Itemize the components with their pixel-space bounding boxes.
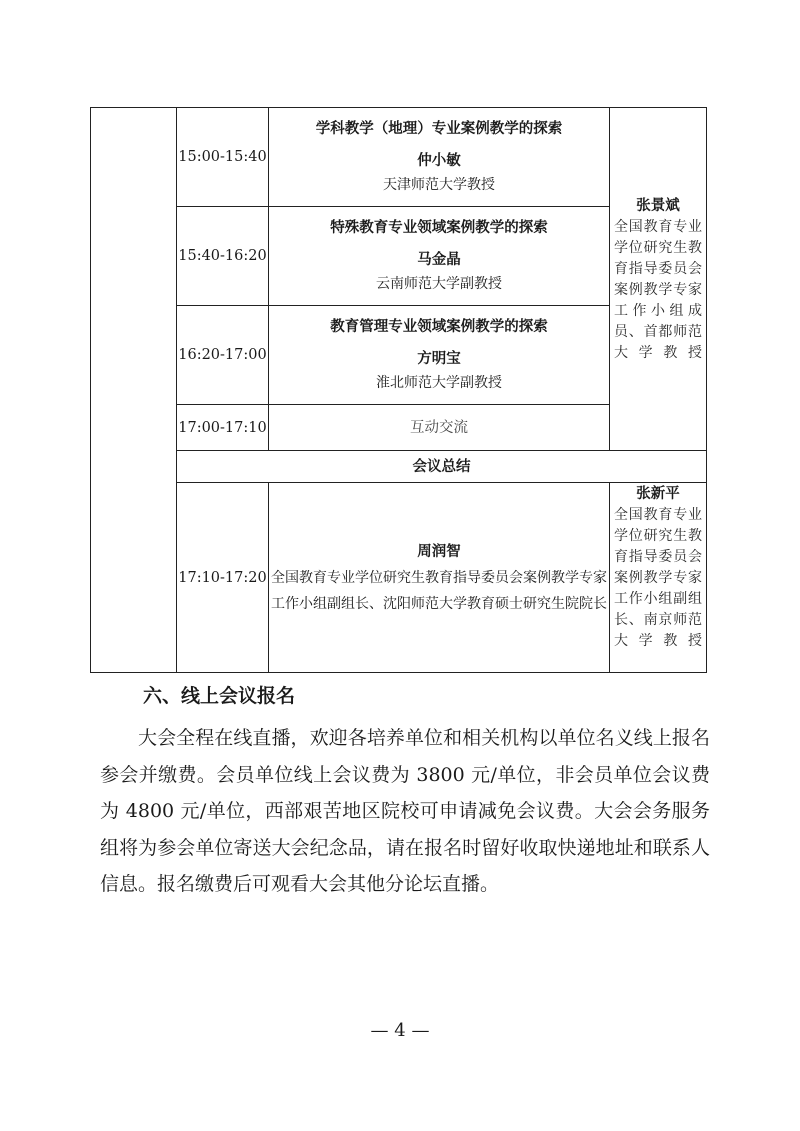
session-title: 学科教学（地理）专业案例教学的探索: [315, 120, 563, 137]
table-row: [91, 483, 707, 673]
session-time: 15:00-15:40: [177, 108, 269, 207]
interaction-cell: 互动交流: [269, 405, 610, 451]
speaker-name: 马金晶: [417, 251, 461, 268]
chair-description: 全国教育专业学位研究生教育指导委员会案例教学专家工作小组成员、首都师范大学教授: [614, 218, 702, 361]
session-time: 16:20-17:00: [177, 306, 269, 405]
table-row: [91, 108, 707, 207]
schedule-table: [90, 107, 707, 673]
section-paragraph: 大会全程在线直播，欢迎各培养单位和相关机构以单位名义线上报名参会并缴费。会员单位线上会议费为 3800 元/单位，非会员单位会议费为 4800 元/单位，西部艰苦地区院校可申请减免会议费。大会会务服务组将为参会单位寄送大会纪念品，请在报名时留好收取快递地址和联系人信息。报名缴费后可观看大会其他分论坛直播。: [100, 727, 710, 895]
session-title: 教育管理专业领域案例教学的探索: [330, 318, 548, 335]
summary-title: 会议总结: [177, 451, 707, 483]
session-cell: [269, 108, 610, 207]
chair-description: 全国教育专业学位研究生教育指导委员会案例教学专家工作小组副组长、南京师范大学教授: [614, 507, 702, 649]
session-cell: [269, 306, 610, 405]
session-title: 特殊教育专业领域案例教学的探索: [330, 219, 548, 236]
speaker-name: 周润智: [417, 542, 461, 560]
speaker-affiliation: 淮北师范大学副教授: [376, 375, 502, 391]
section-heading: 六、线上会议报名: [143, 685, 296, 707]
speaker-affiliation: 天津师范大学教授: [383, 177, 495, 193]
session-cell: [269, 207, 610, 306]
session-time: 17:10-17:20: [177, 483, 269, 673]
chair-cell: [610, 108, 707, 451]
speaker-affiliation: 全国教育专业学位研究生教育指导委员会案例教学专家工作小组副组长、沈阳师范大学教育硕士研究生院院长: [271, 569, 607, 612]
speaker-name: 方明宝: [417, 350, 461, 367]
session-time: 15:40-16:20: [177, 207, 269, 306]
chair-cell: [610, 483, 707, 673]
chair-name: 张新平: [636, 485, 680, 502]
date-cell: [91, 108, 177, 673]
speaker-affiliation: 云南师范大学副教授: [376, 276, 502, 292]
closing-cell: [269, 483, 610, 673]
speaker-name: 仲小敏: [417, 152, 461, 169]
session-time: 17:00-17:10: [177, 405, 269, 451]
page-number: — 4 —: [370, 1020, 430, 1041]
chair-name: 张景斌: [636, 196, 680, 214]
table-row: [91, 451, 707, 483]
